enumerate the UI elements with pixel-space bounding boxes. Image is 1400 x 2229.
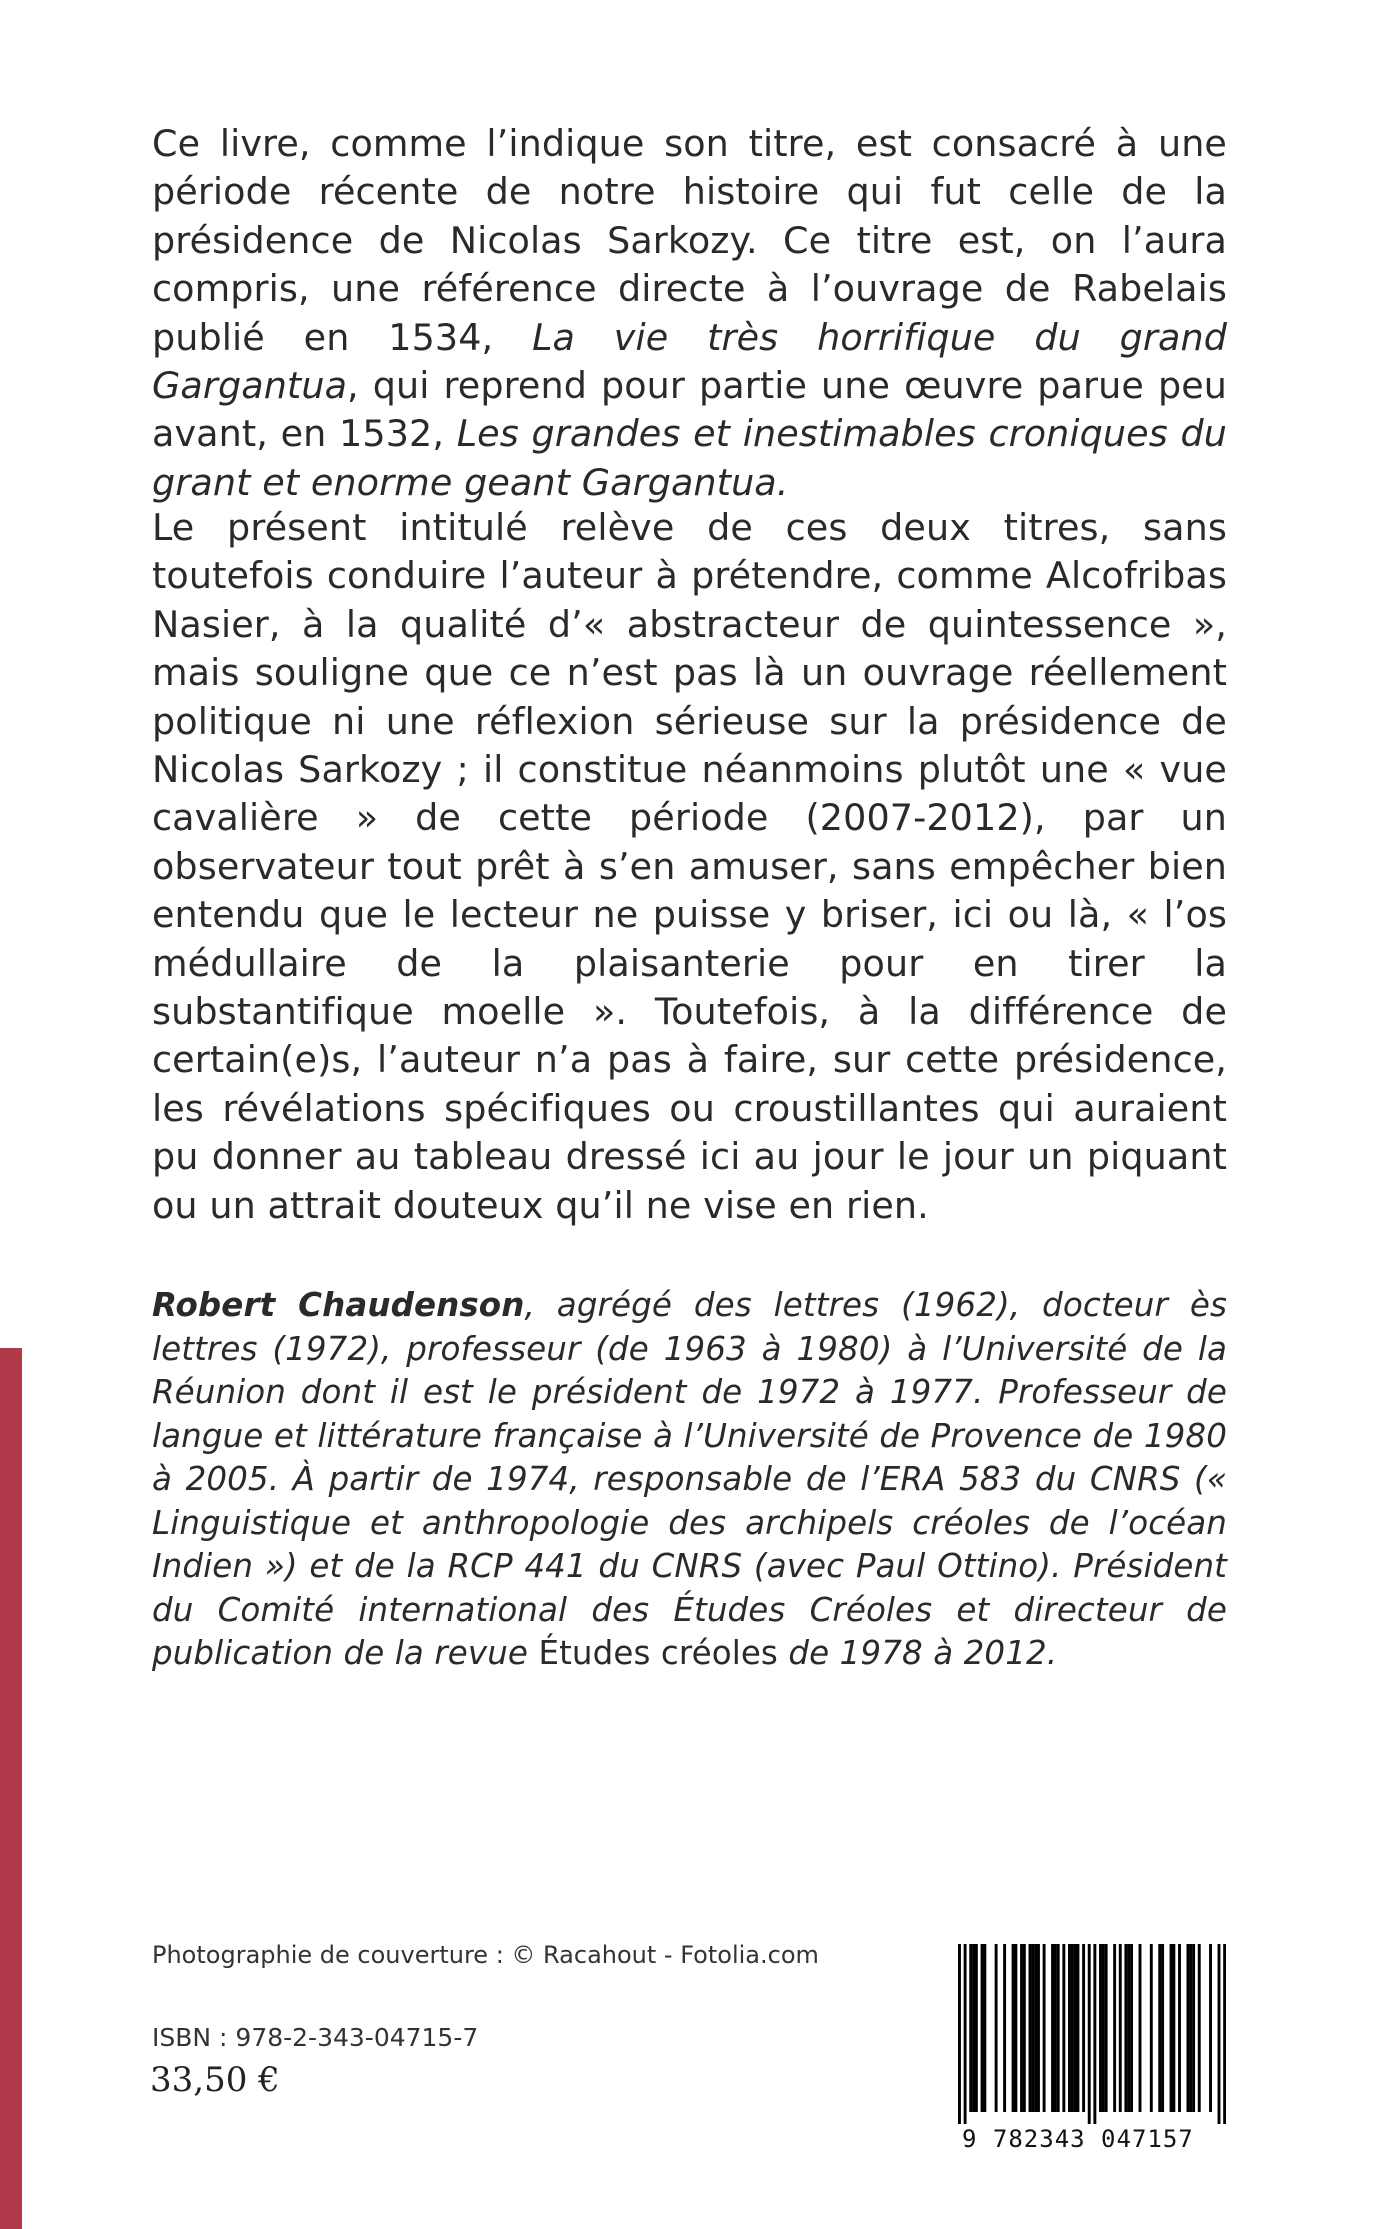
barcode-bar [1076,1944,1079,2112]
barcode-bar [1170,1944,1173,2112]
barcode-bar [1119,1944,1122,2112]
barcode-bar [1051,1944,1054,2112]
barcode-bar [1102,1944,1105,2112]
barcode-bar [1029,1944,1032,2112]
author-biography [152,1284,1227,1676]
description-paragraph-2: Le présent intitulé relève de ces deux titres, sans toutefois conduire l’auteur à prétendre, comme Alcofribas Nasier, à la qualité d’« abstracteur de quintessence », mais souligne que ce n’est pas là un ouvrage réellement politique ni une réflexion sérieuse sur la présidence de Nicolas Sarkozy ; il constitue néanmoins plutôt une « vue cavalière » de cette période (2007-2012), par un observateur tout prêt à s’en amuser, sans empêcher bien entendu que le lecteur ne puisse y briser, ici ou là, « l’os médullaire de la plaisanterie pour en tirer la substantifique moelle ». Toutefois, à la différence de certain(e)s, l’auteur n’a pas à faire, sur cette présidence, les révélations spécifiques ou croustillantes qui auraient pu donner au tableau dressé ici au jour le jour un piquant ou un attrait douteux qu’il ne vise en rien. [152,506,1227,1227]
barcode-bar [1071,1944,1074,2112]
barcode-bar [1074,1944,1077,2112]
barcode-bar [1012,1944,1015,2112]
author-name: Robert Chaudenson [152,1286,525,1324]
barcode-bar [1150,1944,1153,2112]
barcode-bar [1223,1944,1226,2124]
barcode-bar [1020,1944,1023,2112]
barcode-bar [1158,1944,1161,2112]
barcode-bar [1003,1944,1006,2112]
barcode-bar [1062,1944,1065,2112]
barcode-bar [1031,1944,1034,2112]
barcode-bar [1099,1944,1102,2112]
journal-title: Études créoles [538,1634,778,1672]
red-side-band [0,1348,22,2229]
barcode-bar [981,1944,984,2112]
barcode-bar [1127,1944,1130,2112]
barcode-bar [1124,1944,1127,2112]
barcode-bar [1082,1944,1085,2112]
barcode-bar [1034,1944,1037,2112]
description-paragraph-1 [152,120,1227,507]
barcode-bar [1068,1944,1071,2112]
barcode-bar [1093,1944,1096,2124]
cover-photo-credit: Photographie de couverture : © Racahout - Fotolia.com [152,1941,819,1969]
chroniques-title: Les grandes et inestimables croniques du grant et enorme geant Gargantua. [152,412,1227,504]
barcode-bar [1043,1944,1046,2112]
barcode-bar [1161,1944,1164,2112]
rabelais-title: La vie très horrifique du grand Gargantua [152,315,1227,408]
barcode-bar [972,1944,975,2112]
paragraph-1-text-a: Ce livre, comme l’indique son titre, est consacré à une période récente de notre histoire qui fut celle de la présidence de Nicolas Sarkozy. Ce titre est, on l’aura compris, une référence directe à l’ouvrage de Rabelais publié en 1534, [152,122,1227,359]
author-bio-text: , agrégé des lettres (1962), docteur ès lettres (1972), professeur (de 1963 à 1980) à l’Université de la Réunion dont il est le président de 1972 à 1977. Professeur de langue et littérature française à l’Université de Provence de 1980 à 2005. À partir de 1974, responsable de l’ERA 583 du CNRS (« Linguistique et anthropologie des archipels créoles de l’océan Indien ») et de la RCP 441 du CNRS (avec Paul Ottino). Président du Comité international des Études Créoles et directeur de publication de la revue [152,1286,1227,1672]
barcode-bar [983,1944,986,2112]
barcode-bar [1014,1944,1017,2112]
barcode-bar [975,1944,978,2112]
barcode-bars [958,1944,1226,2124]
barcode-digits: 9 782343 047157 [962,2125,1194,2153]
barcode-bar [1172,1944,1175,2112]
barcode-bar [1187,1944,1190,2112]
barcode-bar [1037,1944,1040,2112]
barcode-bar [1189,1944,1192,2112]
barcode-bar [964,1944,967,2124]
barcode-bar [995,1944,998,2112]
barcode-bar [1054,1944,1057,2112]
barcode-bar [1130,1944,1133,2112]
price-label: 33,50 € [150,2060,280,2100]
barcode-bar [1088,1944,1091,2124]
barcode-bar [1139,1944,1142,2112]
barcode-bar [1023,1944,1026,2112]
barcode-bar [1218,1944,1221,2124]
barcode-bar [1113,1944,1116,2112]
barcode-bar [1178,1944,1181,2112]
barcode-bar [1105,1944,1108,2112]
barcode-bar [969,1944,972,2112]
paragraph-1-text-b: , qui reprend pour partie une œuvre parue peu avant, en 1532, [152,364,1227,456]
author-bio-end: de 1978 à 2012. [777,1634,1058,1672]
barcode-bar [1192,1944,1195,2112]
barcode-bar [1209,1944,1212,2112]
barcode-bar [958,1944,961,2124]
isbn-label: ISBN : 978-2-343-04715-7 [152,2023,479,2052]
barcode-bar [1057,1944,1060,2112]
barcode-bar [1198,1944,1201,2112]
